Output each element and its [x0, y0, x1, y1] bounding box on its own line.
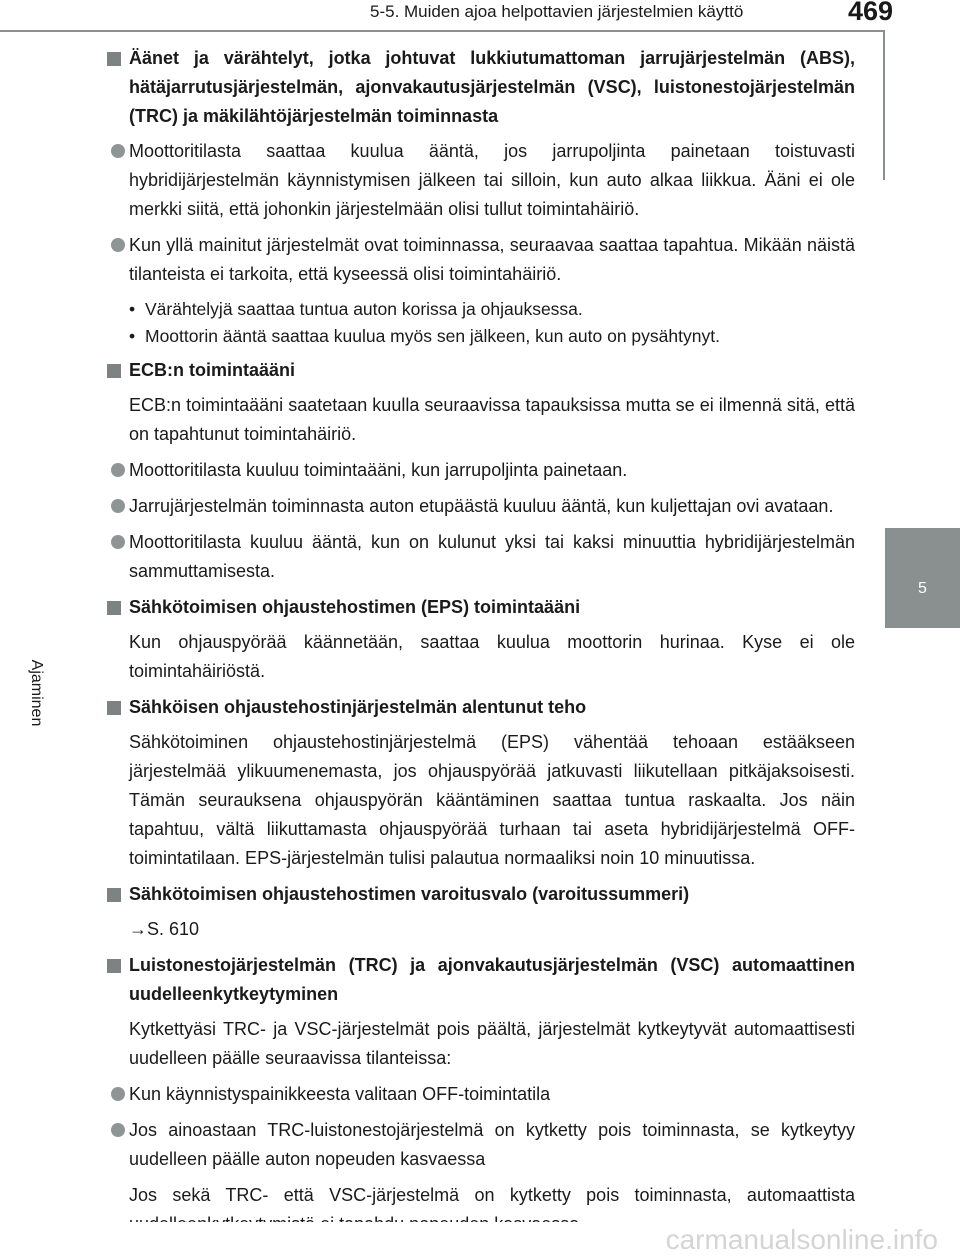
circle-bullet-icon — [111, 1087, 125, 1101]
section-heading: Luistonestojärjestelmän (TRC) ja ajonvakautusjärjestelmän (VSC) automaattinen uudelleenkytkeytyminen — [105, 951, 855, 1009]
bullet-item: Jarrujärjestelmän toiminnasta auton etupäästä kuuluu ääntä, kun kuljettajan ovi avataan. — [105, 492, 855, 521]
bullet-item: Moottoritilasta kuuluu toimintaääni, kun jarrupoljinta painetaan. — [105, 456, 855, 485]
circle-bullet-icon — [111, 144, 125, 158]
paragraph: Kun ohjauspyörää käännetään, saattaa kuulua moottorin hurinaa. Kyse ei ole toimintahäiriöstä. — [129, 632, 855, 681]
square-bullet-icon — [107, 888, 121, 902]
circle-bullet-icon — [111, 535, 125, 549]
dot-bullet-icon: • — [129, 326, 136, 346]
chapter-tab-body — [885, 628, 960, 748]
circle-bullet-icon — [111, 463, 125, 477]
bullet-item: Jos ainoastaan TRC-luistonestojärjestelmä on kytketty pois toiminnasta, se kytkeytyy uudelleen päälle auton nopeuden kasvaessa — [105, 1116, 855, 1174]
header-rule — [0, 30, 960, 32]
section-heading: Sähköisen ohjaustehostinjärjestelmän alentunut teho — [105, 693, 855, 722]
chapter-tab — [885, 528, 960, 628]
paragraph: Sähkötoiminen ohjaustehostinjärjestelmä (EPS) vähentää tehoaan estääkseen järjestelmää ylikuumenemasta, jos ohjauspyörää jatkuvasti liikutellaan pitkäjaksoisesti. Tämän seurauksena ohjauspyörän kääntäminen saattaa tuntua raskaalta. Jos näin tapahtuu, vältä liikuttamasta ohjauspyörää turhaan tai aseta hybridijärjestelmä OFF-toimintatilaan. EPS-järjestelmän tulisi palautua normaaliksi noin 10 minuutissa. — [129, 732, 855, 868]
square-bullet-icon — [107, 701, 121, 715]
circle-bullet-icon — [111, 1123, 125, 1137]
section-heading: Äänet ja värähtelyt, jotka johtuvat lukkiutumattoman jarrujärjestelmän (ABS), hätäjarrutusjärjestelmän, ajonvakautusjärjestelmän (VSC), luistonestojärjestelmän (TRC) ja mäkilähtöjärjestelmän toiminnasta — [105, 44, 855, 131]
circle-bullet-icon — [111, 499, 125, 513]
bullet-item: Moottoritilasta saattaa kuulua ääntä, jos jarrupoljinta painetaan toistuvasti hybridijärjestelmän käynnistymisen jälkeen tai silloin, kun auto alkaa liikkua. Ääni ei ole merkki siitä, että johonkin järjestelmään olisi tullut toimintahäiriö. — [105, 137, 855, 224]
bullet-item: Kun käynnistyspainikkeesta valitaan OFF-toimintatila — [105, 1080, 855, 1109]
dot-bullet-icon: • — [129, 299, 136, 319]
sub-bullet-item: • Värähtelyjä saattaa tuntua auton korissa ja ohjauksessa. — [105, 296, 855, 323]
circle-bullet-icon — [111, 238, 125, 252]
section-title: 5-5. Muiden ajoa helpottavien järjestelmien käyttö — [370, 2, 744, 21]
paragraph: Kytkettyäsi TRC- ja VSC-järjestelmät pois päältä, järjestelmät kytkeytyvät automaattisesti uudelleen päälle seuraavissa tilanteissa: — [129, 1019, 855, 1068]
square-bullet-icon — [107, 601, 121, 615]
page-number: 469 — [848, 0, 894, 26]
chapter-number: 5 — [918, 580, 927, 597]
bullet-item: Kun yllä mainitut järjestelmät ovat toiminnassa, seuraavaa saattaa tapahtua. Mikään näistä tilanteista ei tarkoita, että kyseessä olisi toimintahäiriö. — [105, 231, 855, 289]
chapter-label: Ajaminen — [28, 659, 45, 727]
side-tab-top — [883, 30, 960, 180]
section-heading: ECB:n toimintaääni — [105, 356, 855, 385]
bullet-item: Moottoritilasta kuuluu ääntä, kun on kulunut yksi tai kaksi minuuttia hybridijärjestelmän sammuttamisesta. — [105, 528, 855, 586]
section-heading: Sähkötoimisen ohjaustehostimen varoitusvalo (varoitussummeri) — [105, 880, 855, 909]
square-bullet-icon — [107, 364, 121, 378]
paragraph: Jos sekä TRC- että VSC-järjestelmä on kytketty pois toiminnasta, automaattista — [129, 1185, 855, 1205]
page-header — [0, 0, 960, 30]
watermark: carmanualsonline.info — [0, 1222, 960, 1255]
paragraph: →S. 610 — [129, 919, 200, 939]
sub-bullet-item: • Moottorin ääntä saattaa kuulua myös sen jälkeen, kun auto on pysähtynyt. — [105, 323, 855, 350]
page-content — [105, 44, 855, 1246]
square-bullet-icon — [107, 959, 121, 973]
paragraph: ECB:n toimintaääni saatetaan kuulla seuraavissa tapauksissa mutta se ei ilmennä sitä, että on tapahtunut toimintahäiriö. — [129, 395, 855, 444]
square-bullet-icon — [107, 52, 121, 66]
section-heading: Sähkötoimisen ohjaustehostimen (EPS) toimintaääni — [105, 593, 855, 622]
